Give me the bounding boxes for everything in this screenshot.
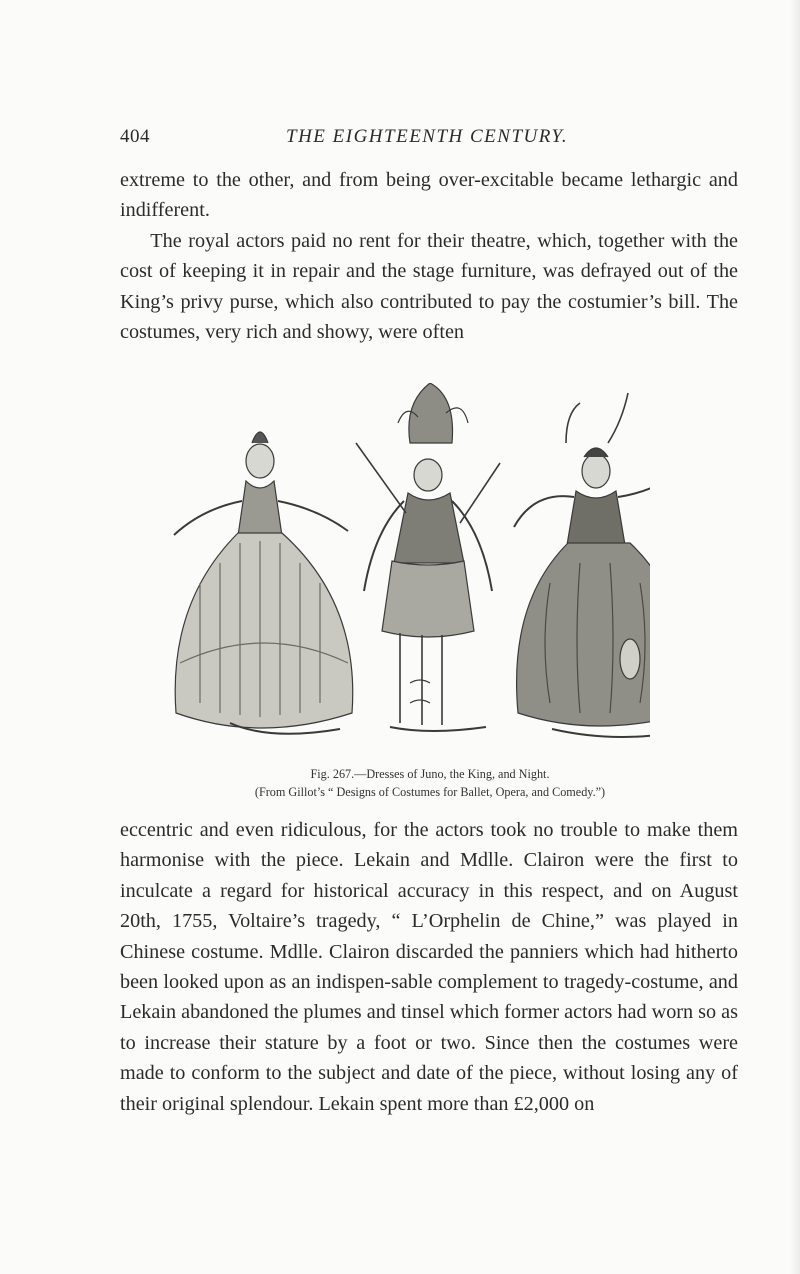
caption-title: Fig. 267.—Dresses of Juno, the King, and Night. [310,767,550,781]
paragraph-continued: extreme to the other, and from being over-excitable became lethargic and indifferent. [120,169,738,222]
night-figure [514,393,650,737]
text-block-top [120,165,738,347]
king-figure [356,383,500,731]
paragraph-eccentric: eccentric and even ridiculous, for the actors took no trouble to make them harmonise with the piece. Lekain and Mdlle. Clairon were the first to inculcate a regard for historical accuracy in this respect, and on August 20th, 1755, Voltaire’s tragedy, “ L’Orphelin de Chine,” was played in Chinese costume. Mdlle. Clairon discarded the panniers which had hitherto been looked upon as an indispen-sable complement to tragedy-costume, and Lekain abandoned the plumes and tinsel which former actors had worn so as to increase their stature by a foot or two. Since then the costumes were made to conform to the subject and date of the piece, without losing any of their original splendour. Lekain spent more than £2,000 on [120,819,738,1115]
page-header [0,126,800,156]
caption-source: (From Gillot’s “ Designs of Costumes for Ballet, Opera, and Comedy.”) [254,785,606,799]
page-edge-shadow [790,0,800,1274]
text-block-bottom [120,815,738,1119]
running-head: THE EIGHTEENTH CENTURY. [286,126,569,147]
costume-illustration [160,383,650,755]
page-number: 404 [120,126,150,147]
figure-caption [120,765,740,801]
juno-figure [174,432,353,734]
paragraph-royal-actors: The royal actors paid no rent for their theatre, which, together with the cost of keeping it in repair and the stage furniture, was defrayed out of the King’s privy purse, which also contributed to pay the costumier’s bill. The costumes, very rich and showy, were often [120,229,738,344]
